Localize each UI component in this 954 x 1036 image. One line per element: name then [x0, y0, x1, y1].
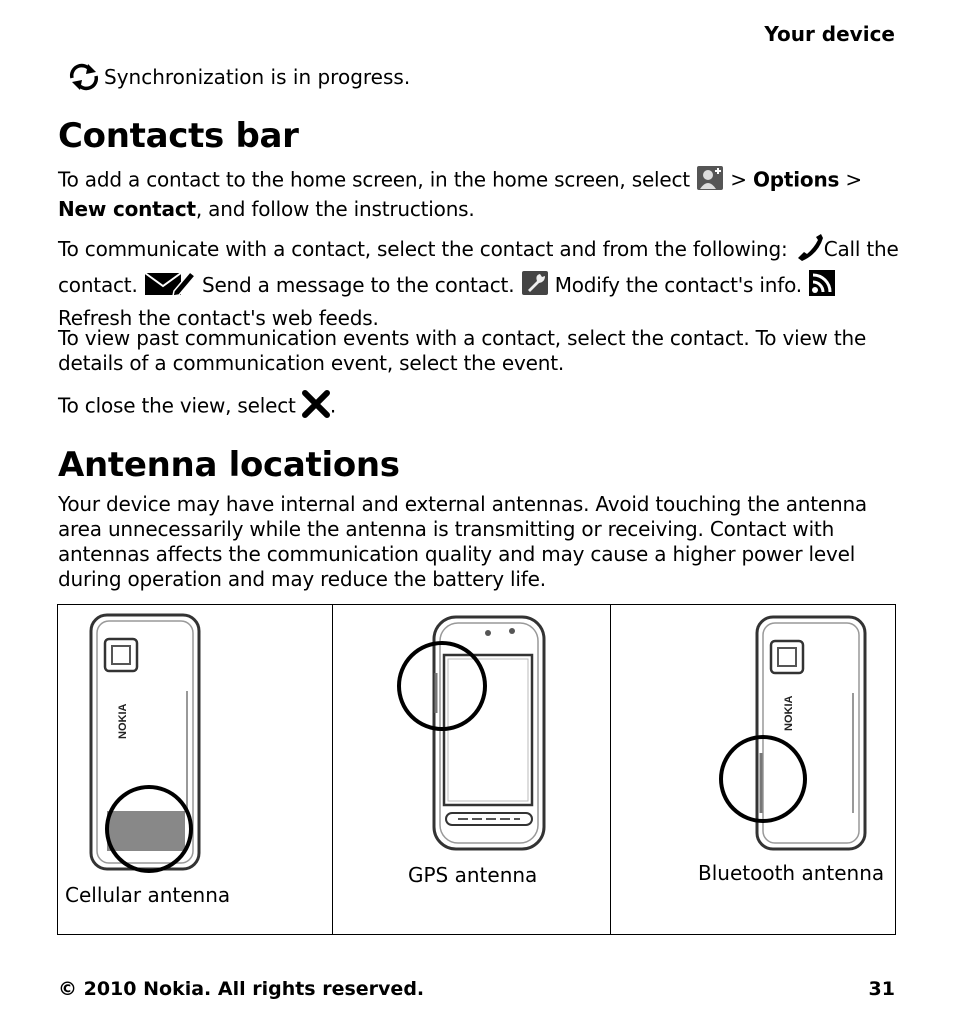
- phone-brand-label: NOKIA: [117, 703, 129, 739]
- phone-brand-label-bt: NOKIA: [783, 695, 795, 731]
- contacts-paragraph-add: To add a contact to the home screen, in the home screen, select > Options > New contact, and follow the instructions.: [58, 165, 900, 222]
- contacts-bar-heading: Contacts bar: [58, 116, 299, 156]
- envelope-icon: [144, 269, 196, 304]
- gps-antenna-highlight-circle: [395, 639, 489, 733]
- running-header: Your device: [764, 22, 895, 46]
- add-contact-icon: [696, 165, 724, 197]
- bluetooth-antenna-highlight-circle: [717, 733, 809, 825]
- gps-antenna-caption: GPS antenna: [408, 863, 538, 887]
- contacts-paragraph-close: To close the view, select .: [58, 390, 900, 424]
- page-number: 31: [868, 978, 895, 1000]
- sync-status-text: Synchronization is in progress.: [104, 65, 411, 89]
- cellular-antenna-caption: Cellular antenna: [65, 883, 231, 907]
- contacts-paragraph-communicate: To communicate with a contact, select the contact and from the following: Call the contact. Send a message to the contact. Modify the contact's info. Refresh the contact's web feeds.: [58, 232, 900, 332]
- contacts-paragraph-view: To view past communication events with a contact, select the contact. To view the details of a communication event, select the event.: [58, 326, 867, 375]
- antenna-paragraph: Your device may have internal and external antennas. Avoid touching the antenna area unnecessarily while the antenna is transmitting or receiving. Contact with antennas affects the communication quality and may cause a higher power level during operation and may reduce the battery life.: [58, 492, 867, 591]
- copyright-footer: © 2010 Nokia. All rights reserved.: [58, 978, 425, 1000]
- rss-feed-icon: [808, 269, 836, 304]
- wrench-icon: [521, 270, 549, 303]
- figure-cell-gps: [333, 605, 611, 934]
- figure-cell-bluetooth: [611, 605, 895, 934]
- sync-status-line: [66, 62, 410, 92]
- phone-icon: [794, 232, 824, 269]
- figure-cell-cellular: [58, 605, 333, 934]
- close-x-icon: [302, 390, 330, 424]
- bluetooth-antenna-caption: Bluetooth antenna: [698, 861, 885, 885]
- antenna-figure-table: [57, 604, 896, 935]
- cellular-antenna-highlight-circle: [103, 783, 195, 875]
- sync-icon: [66, 62, 102, 92]
- antenna-locations-heading: Antenna locations: [58, 445, 400, 485]
